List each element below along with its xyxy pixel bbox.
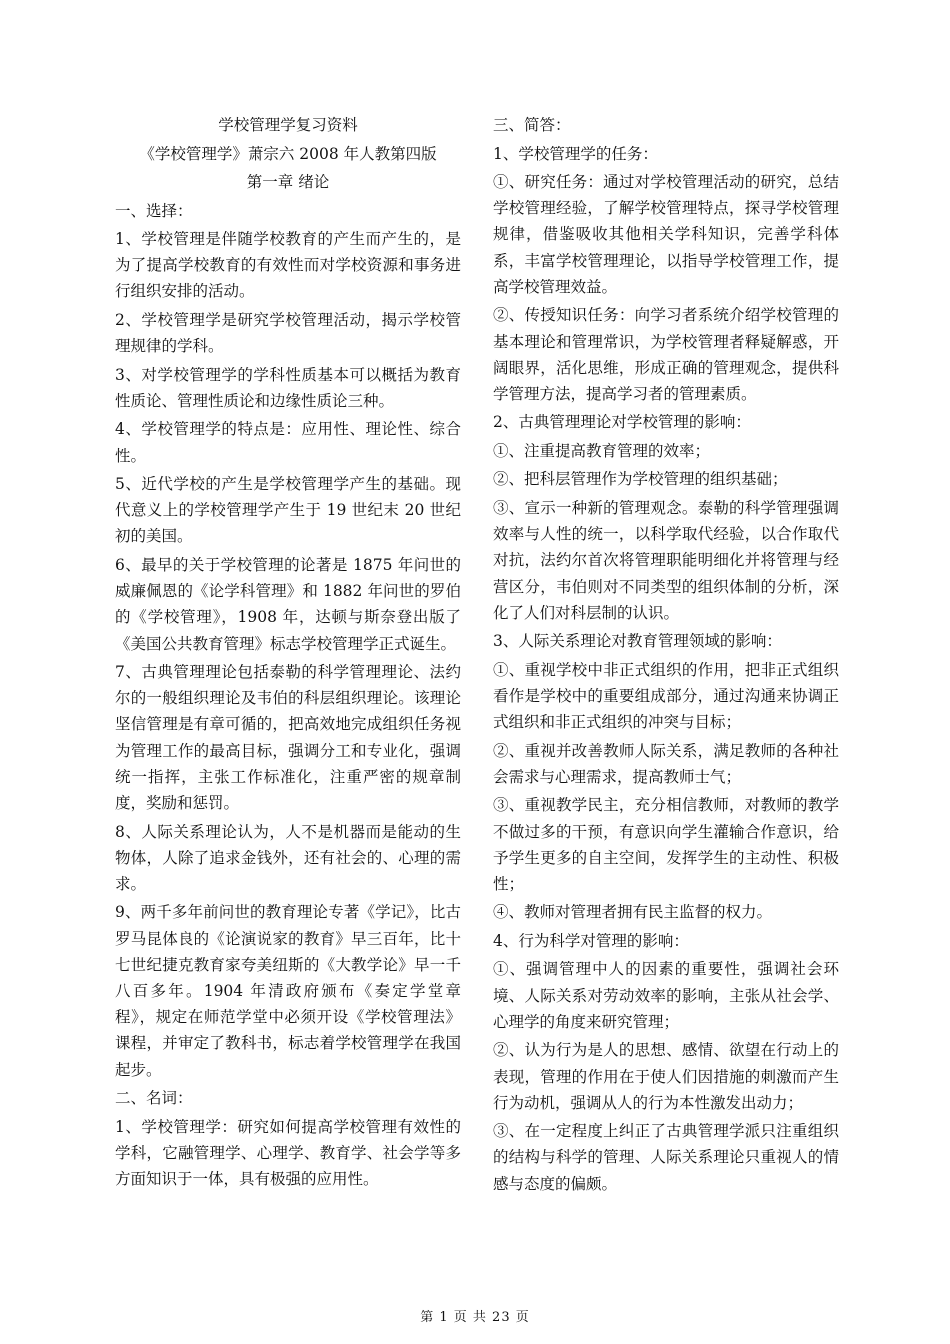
- answer-item: ①、强调管理中人的因素的重要性，强调社会环境、人际关系对劳动效率的影响，主张从社会学、心理学的角度来研究管理；: [493, 960, 839, 1031]
- paragraph: 3、对学校管理学的学科性质基本可以概括为教育性质论、管理性质论和边缘性质论三种。: [115, 365, 461, 410]
- paragraph: 8、人际关系理论认为，人不是机器而是能动的生物体，人除了追求金钱外，还有社会的、心理的需求。: [115, 822, 461, 893]
- paragraph: 5、近代学校的产生是学校管理学产生的基础。现代意义上的学校管理学产生于 19 世纪末 20 世纪初的美国。: [115, 475, 461, 546]
- question-heading: 4、行为科学对管理的影响：: [493, 931, 689, 950]
- paragraph: 9、两千多年前问世的教育理论专著《学记》，比古罗马昆体良的《论演说家的教育》早三百年，比十七世纪捷克教育家夸美纽斯的《大教学论》早一千八百多年。1904 年清政府颁布《奏定学堂章程》，规定在师范学堂中必须开设《学校管理法》课程，并审定了教科书，标志着学校管理学在我国起步。: [115, 903, 461, 1079]
- answer-item: ②、传授知识任务：向学习者系统介绍学校管理的基本理论和管理常识，为学校管理者释疑解惑，开阔眼界，活化思维，形成正确的管理观念，提供科学管理方法，提高学习者的管理素质。: [493, 306, 839, 403]
- question-heading: 1、学校管理学的任务：: [493, 144, 658, 163]
- section-heading-choice: 一、选择：: [115, 201, 193, 220]
- document-title: 学校管理学复习资料: [218, 116, 358, 134]
- section-heading-short-answer: 三、简答：: [493, 116, 571, 134]
- paragraph: 1、学校管理学：研究如何提高学校管理有效性的学科，它融管理学、心理学、教育学、社会学等多方面知识于一体，具有极强的应用性。: [115, 1117, 461, 1189]
- question-heading: 2、古典管理理论对学校管理的影响：: [493, 413, 751, 432]
- section-heading-terms: 二、名词：: [115, 1089, 193, 1108]
- paragraph: 2、学校管理学是研究学校管理活动，揭示学校管理规律的学科。: [115, 310, 461, 356]
- document-subtitle: 《学校管理学》萧宗六 2008 年人教第四版: [139, 144, 437, 163]
- answer-item: ①、重视学校中非正式组织的作用，把非正式组织看作是学校中的重要组成部分，通过沟通来协调正式组织和非正式组织的冲突与目标；: [493, 660, 839, 732]
- answer-item: ③、宣示一种新的管理观念。泰勒的科学管理强调效率与人性的统一，以科学取代经验，以合作取代对抗，法约尔首次将管理职能明细化并将管理与经营区分，韦伯则对不同类型的组织体制的分析，深化了人们对科层制的认识。: [493, 498, 839, 622]
- left-column: [115, 112, 461, 1195]
- chapter-heading: 第一章 绪论: [246, 173, 330, 191]
- answer-item: ②、重视并改善教师人际关系，满足教师的各种社会需求与心理需求，提高教师士气；: [493, 741, 839, 786]
- paragraph: 1、学校管理是伴随学校教育的产生而产生的，是为了提高学校教育的有效性而对学校资源和事务进行组织安排的活动。: [115, 230, 461, 301]
- paragraph: 4、学校管理学的特点是：应用性、理论性、综合性。: [115, 420, 461, 465]
- answer-item: ①、注重提高教育管理的效率；: [493, 441, 711, 460]
- answer-item: ①、研究任务：通过对学校管理活动的研究，总结学校管理经验，了解学校管理特点，探寻学校管理规律，借鉴吸收其他相关学科知识，完善学科体系，丰富学校管理理论，以指导学校管理工作，提高学校管理效益。: [493, 173, 839, 296]
- answer-item: ③、重视教学民主，充分相信教师，对教师的教学不做过多的干预，有意识向学生灌输合作意识，给予学生更多的自主空间，发挥学生的主动性、积极性；: [493, 796, 839, 893]
- paragraph: 7、古典管理理论包括泰勒的科学管理理论、法约尔的一般组织理论及韦伯的科层组织理论。该理论坚信管理是有章可循的，把高效地完成组织任务视为管理工作的最高目标，强调分工和专业化，强调统一指挥，主张工作标准化，注重严密的规章制度，奖励和惩罚。: [115, 663, 461, 813]
- paragraph: 6、最早的关于学校管理的论著是 1875 年问世的威廉佩恩的《论学科管理》和 1882 年问世的罗伯的《学校管理》，1908 年，达顿与斯奈登出版了《美国公共教育管理》标志学校管理学正式诞生。: [115, 555, 461, 653]
- right-column: [493, 112, 839, 1199]
- answer-item: ②、把科层管理作为学校管理的组织基础；: [493, 470, 788, 489]
- answer-item: ③、在一定程度上纠正了古典管理学派只注重组织的结构与科学的管理、人际关系理论只重视人的情感与态度的偏颇。: [493, 1122, 839, 1193]
- question-heading: 3、人际关系理论对教育管理领域的影响：: [493, 632, 782, 651]
- answer-item: ④、教师对管理者拥有民主监督的权力。: [493, 903, 773, 922]
- page-footer: 第 1 页 共 23 页: [420, 1310, 530, 1325]
- answer-item: ②、认为行为是人的思想、感情、欲望在行动上的表现，管理的作用在于使人们因措施的刺激而产生行为动机，强调从人的行为本性激发出动力；: [493, 1041, 839, 1112]
